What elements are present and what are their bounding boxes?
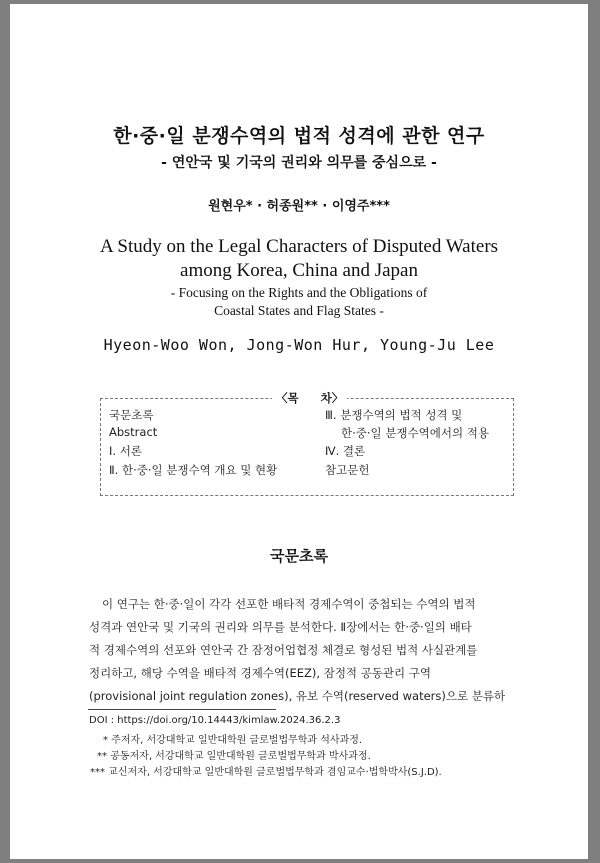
english-title-line-1: A Study on the Legal Characters of Disputed Waters	[99, 236, 499, 257]
korean-title: 한·중·일 분쟁수역의 법적 성격에 관한 연구	[113, 125, 485, 147]
abstract-line: (provisional joint regulation zones), 유보 수역(reserved waters)으로 분류하	[89, 689, 506, 703]
korean-subtitle: - 연안국 및 기국의 권리와 의무를 중심으로 -	[161, 155, 437, 171]
toc-item: Ⅱ. 한·중·일 분쟁수역 개요 및 현황	[109, 463, 278, 477]
toc-item: 참고문헌	[325, 463, 370, 477]
toc-item: Ⅰ. 서론	[109, 444, 142, 458]
korean-authors: 원현우* · 허종원** · 이영주***	[208, 199, 390, 214]
abstract-heading: 국문초록	[270, 547, 328, 565]
footnote: *** 교신저자, 서강대학교 일반대학원 글로벌법무학과 겸임교수·법학박사(S.J.D).	[90, 767, 442, 778]
footnote-divider	[88, 709, 276, 710]
toc-item: 국문초록	[109, 408, 154, 422]
english-subtitle-line-2: Coastal States and Flag States -	[214, 303, 384, 318]
abstract-line: 성격과 연안국 및 기국의 권리와 의무를 분석한다. Ⅱ장에서는 한·중·일의 배타	[89, 620, 472, 634]
abstract-line: 적 경제수역의 선포와 연안국 간 잠정어업협정 체결로 형성된 법적 사실관계를	[89, 643, 478, 657]
english-subtitle-line-1: - Focusing on the Rights and the Obligations of	[170, 285, 428, 300]
footnote: ** 공동저자, 서강대학교 일반대학원 글로벌법무학과 박사과정.	[97, 751, 371, 762]
toc-item: Abstract	[109, 425, 158, 439]
paper-page	[10, 4, 588, 859]
doi-link[interactable]: DOI : https://doi.org/10.14443/kimlaw.2024.36.2.3	[89, 715, 341, 726]
english-title-line-2: among Korea, China and Japan	[180, 260, 418, 281]
footnote: * 주저자, 서강대학교 일반대학원 글로벌법무학과 석사과정.	[103, 735, 363, 746]
english-authors: Hyeon-Woo Won, Jong-Won Hur, Young-Ju Lee	[103, 336, 495, 354]
abstract-line: 정리하고, 해당 수역을 배타적 경제수역(EEZ), 잠정적 공동관리 구역	[89, 666, 432, 680]
abstract-line: 이 연구는 한·중·일이 각각 선포한 배타적 경제수역이 중첩되는 수역의 법적	[102, 597, 476, 611]
toc-item: 한·중·일 분쟁수역에서의 적용	[341, 426, 489, 440]
toc-item: Ⅲ. 분쟁수역의 법적 성격 및	[325, 408, 463, 422]
table-of-contents	[100, 391, 514, 496]
toc-item: Ⅳ. 결론	[325, 444, 366, 458]
toc-heading: 〈목 차〉	[272, 390, 347, 406]
